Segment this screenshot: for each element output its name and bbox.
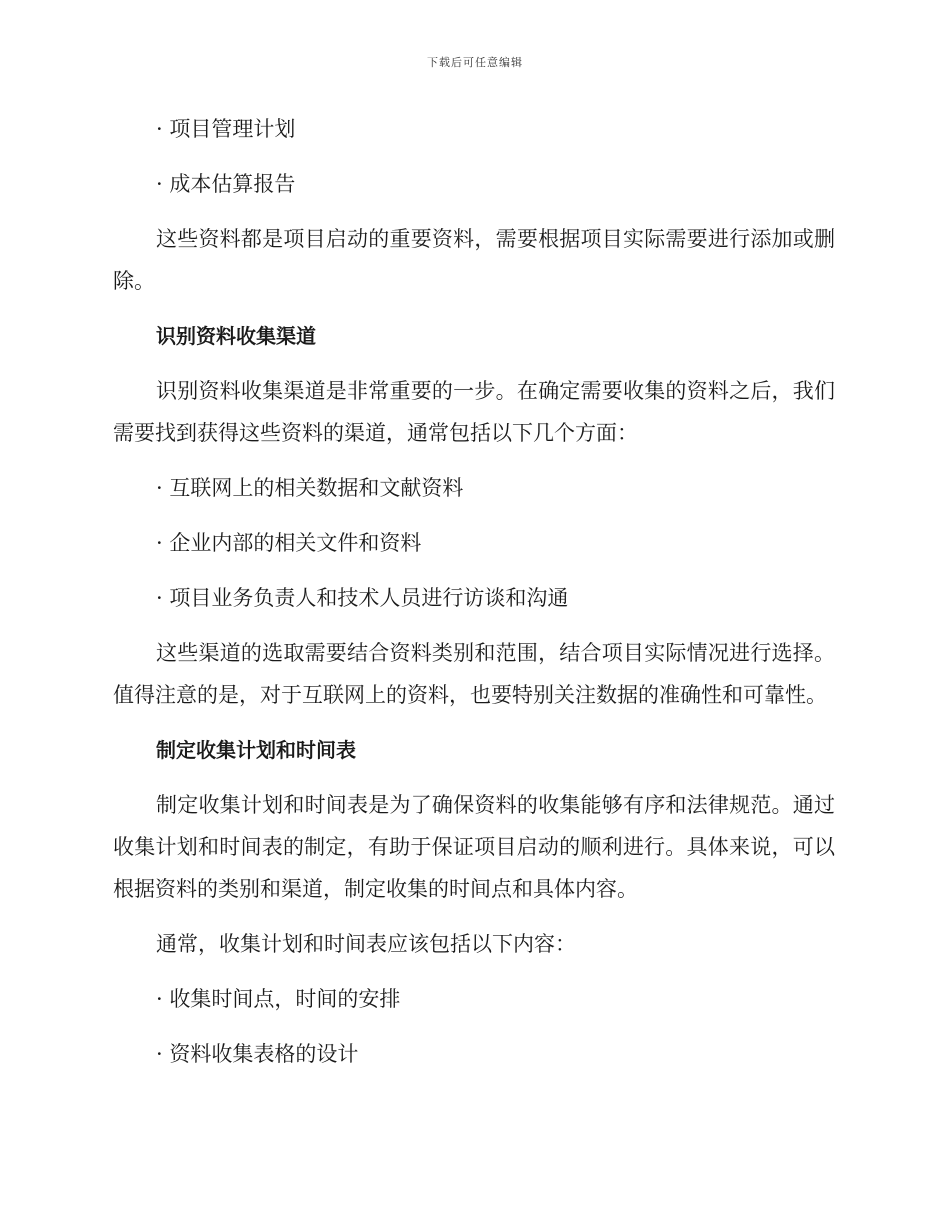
bullet-item: · 企业内部的相关文件和资料 bbox=[156, 531, 422, 555]
bullet-item: · 资料收集表格的设计 bbox=[156, 1042, 359, 1066]
paragraph: 这些资料都是项目启动的重要资料，需要根据项目实际需要进行添加或删除。 bbox=[113, 227, 835, 293]
header-note: 下载后可任意编辑 bbox=[427, 56, 523, 69]
bullet-item: · 收集时间点，时间的安排 bbox=[156, 987, 401, 1011]
section-heading: 制定收集计划和时间表 bbox=[156, 738, 356, 762]
bullet-item: · 互联网上的相关数据和文献资料 bbox=[156, 476, 464, 500]
paragraph: 制定收集计划和时间表是为了确保资料的收集能够有序和法律规范。通过收集计划和时间表的制定，有助于保证项目启动的顺利进行。具体来说，可以根据资料的类别和渠道，制定收集的时间点和具体内容。 bbox=[113, 793, 835, 901]
bullet-item: · 项目业务负责人和技术人员进行访谈和沟通 bbox=[156, 586, 569, 610]
paragraph: 通常，收集计划和时间表应该包括以下内容： bbox=[156, 932, 576, 956]
document-body bbox=[113, 108, 835, 1088]
bullet-item: · 成本估算报告 bbox=[156, 172, 296, 196]
paragraph: 这些渠道的选取需要结合资料类别和范围，结合项目实际情况进行选择。值得注意的是，对于互联网上的资料，也要特别关注数据的准确性和可靠性。 bbox=[113, 641, 835, 707]
paragraph: 识别资料收集渠道是非常重要的一步。在确定需要收集的资料之后，我们需要找到获得这些资料的渠道，通常包括以下几个方面： bbox=[113, 379, 835, 445]
bullet-item: · 项目管理计划 bbox=[156, 117, 296, 141]
section-heading: 识别资料收集渠道 bbox=[156, 324, 316, 348]
